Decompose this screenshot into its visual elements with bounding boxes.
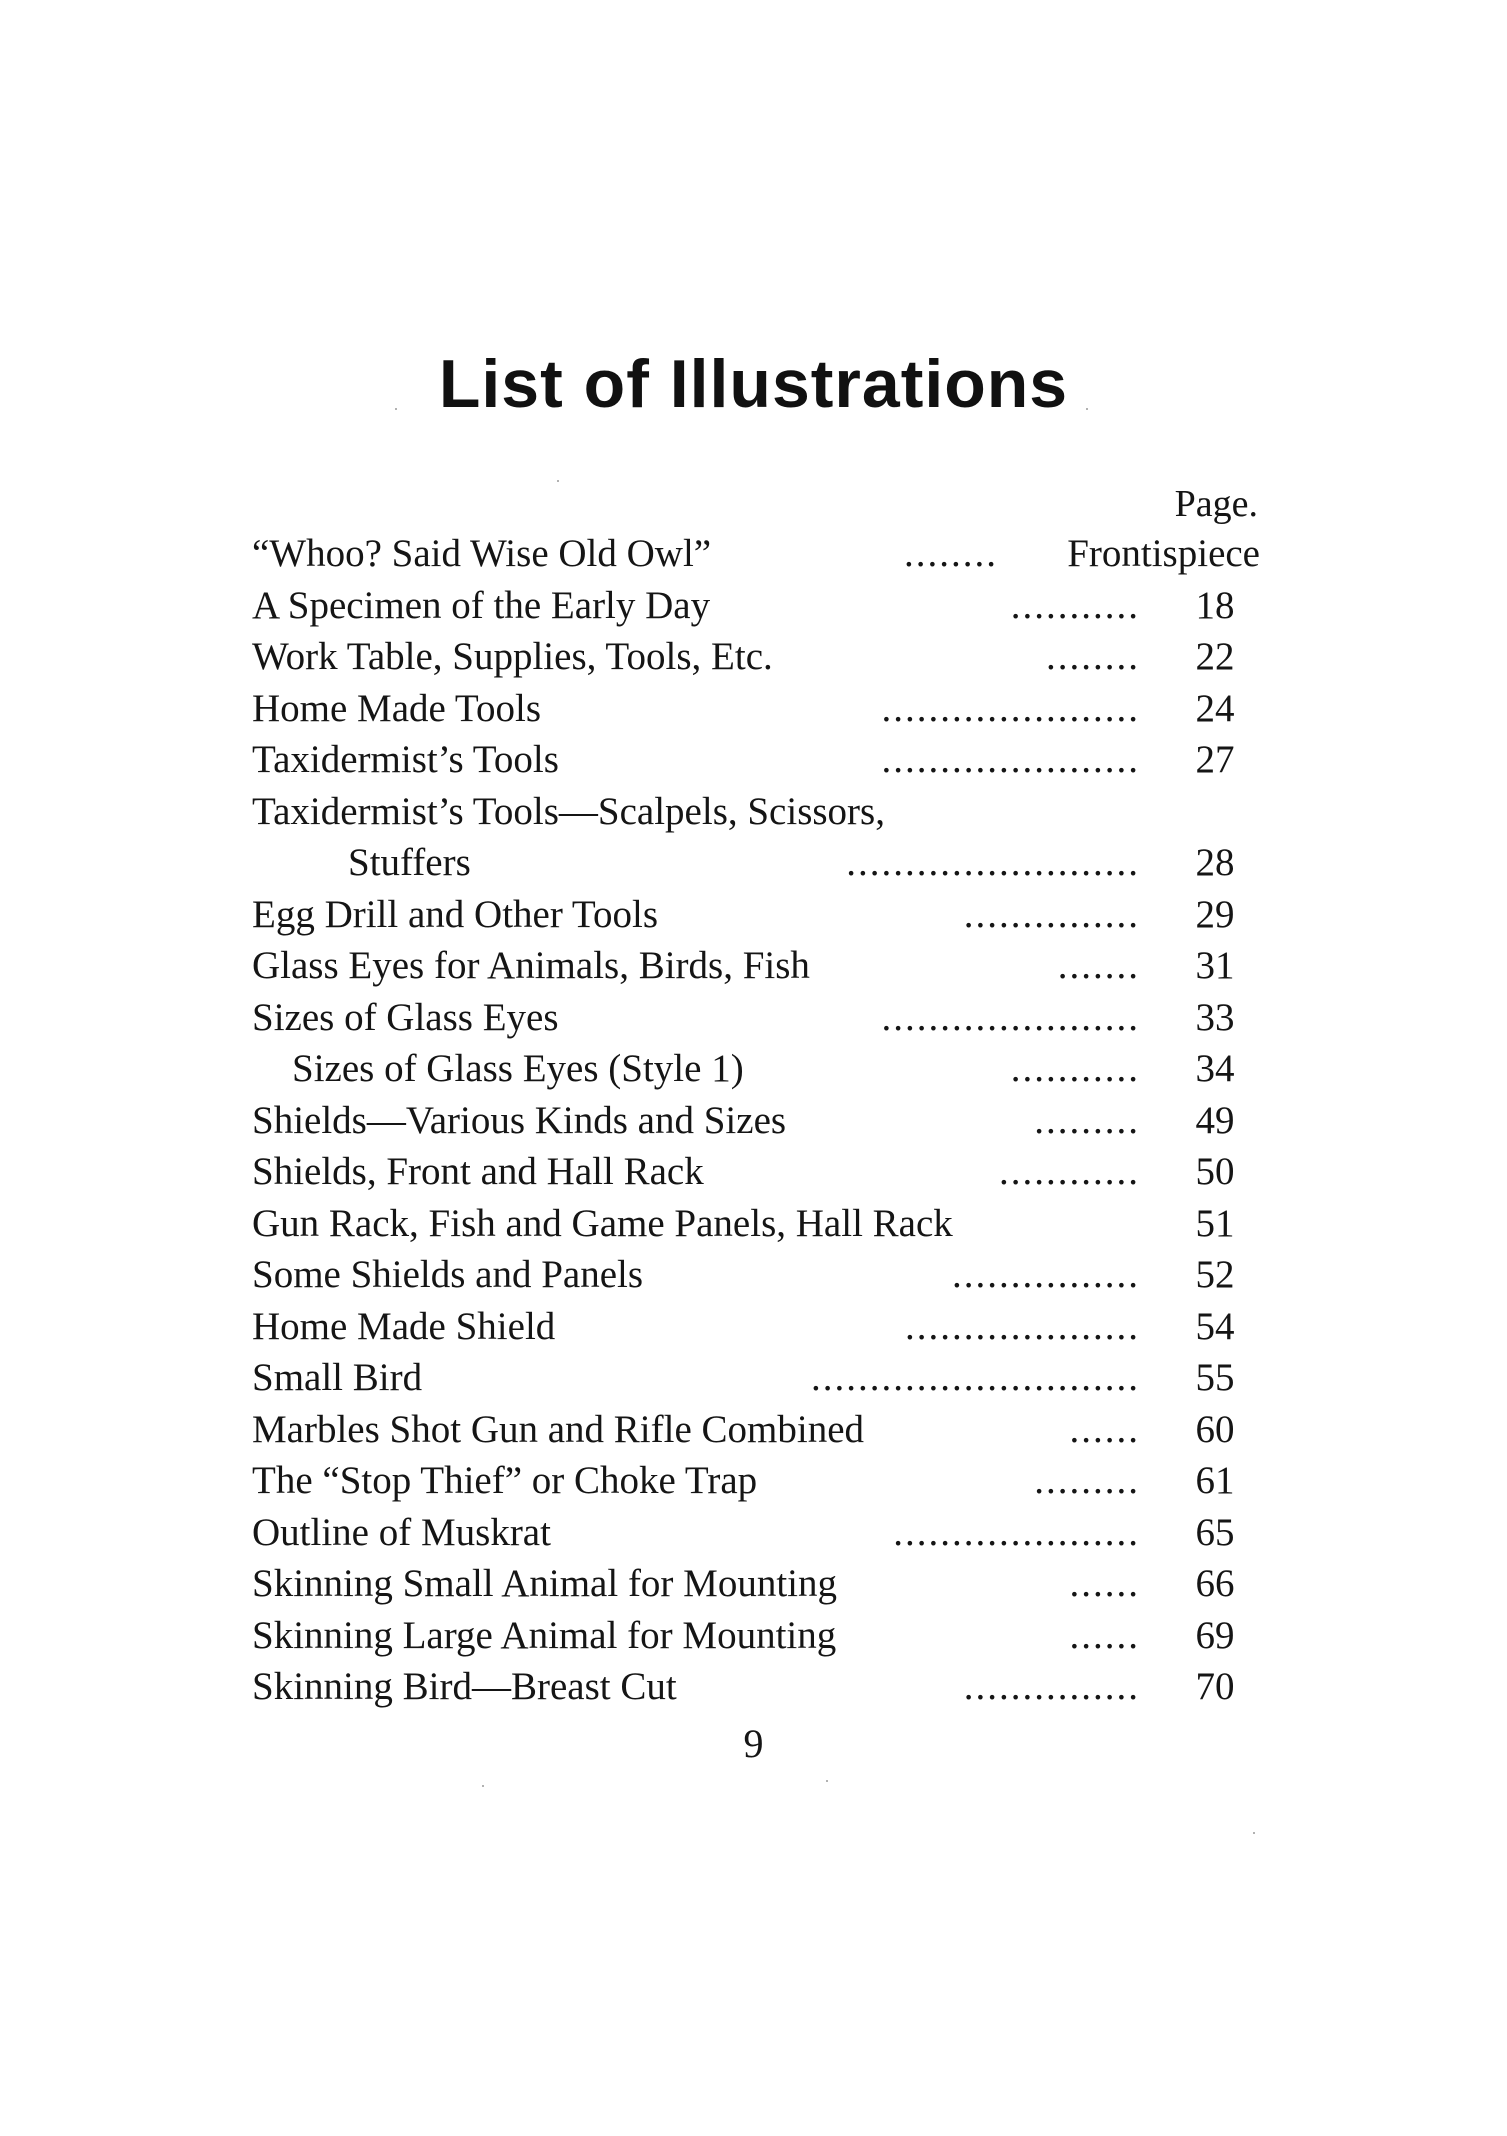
list-item [252,1301,1260,1353]
leader-dots: ............... [964,889,1140,941]
leader-dots: ...................... [882,734,1141,786]
entry-label: Marbles Shot Gun and Rifle Combined [252,1407,865,1451]
entry-page: 61 [1195,1459,1235,1502]
page-number: 9 [743,1721,764,1766]
list-item [252,837,1260,889]
entry-page: 55 [1195,1356,1235,1399]
illustrations-list [252,528,1260,1713]
entry-label: Sizes of Glass Eyes [252,995,559,1039]
entry-label: Home Made Tools [252,686,542,730]
list-item [252,1095,1260,1147]
scan-speck [1086,408,1088,410]
entry-page: 34 [1195,1047,1235,1090]
leader-dots: ...... [1070,1610,1141,1662]
entry-page: 27 [1195,738,1235,781]
scan-speck [826,1780,828,1782]
leader-dots: ......... [1034,1455,1140,1507]
entry-label: Egg Drill and Other Tools [252,892,658,936]
entry-page: 24 [1195,686,1235,730]
leader-dots: ............... [964,1661,1140,1713]
leader-dots: ............ [999,1146,1140,1198]
list-item [252,580,1260,632]
entry-label: Work Table, Supplies, Tools, Etc. [252,635,773,678]
entry-page: 69 [1195,1613,1235,1657]
entry-label: Skinning Bird—Breast Cut [252,1665,677,1708]
entry-label: Gun Rack, Fish and Game Panels, Hall Rack [252,1201,953,1245]
page-column-heading: Page. [1174,483,1258,525]
leader-dots: ........... [1011,580,1140,632]
entry-label: Sizes of Glass Eyes (Style 1) [292,1047,744,1090]
leader-dots: ...................... [882,683,1141,735]
entry-label: Home Made Shield [252,1304,556,1348]
leader-dots: ................ [952,1249,1140,1301]
entry-page: 22 [1195,635,1235,678]
entry-page: 33 [1195,995,1235,1039]
entry-page: 29 [1195,892,1235,936]
entry-label: Outline of Muskrat [252,1510,551,1554]
entry-label: Small Bird [252,1356,423,1399]
list-item [252,889,1260,941]
entry-label: Shields, Front and Hall Rack [252,1150,704,1193]
entry-label: Taxidermist’s Tools [252,738,559,781]
entry-label: Skinning Large Animal for Mounting [252,1613,837,1657]
list-item [252,1661,1260,1713]
leader-dots: ............................ [811,1352,1140,1404]
entry-label: A Specimen of the Early Day [252,583,711,627]
list-item [252,1043,1260,1095]
scan-speck [1253,1832,1255,1834]
entry-page: 51 [1195,1201,1235,1245]
list-item [252,786,1260,838]
entry-page: 28 [1195,841,1235,884]
entry-label: Glass Eyes for Animals, Birds, Fish [252,944,810,987]
list-item [252,1146,1260,1198]
leader-dots: ......... [1034,1095,1140,1147]
list-item [252,1507,1260,1559]
leader-dots: ...... [1070,1404,1141,1456]
leader-dots: .................... [905,1301,1140,1353]
entry-page: 18 [1195,583,1235,627]
leader-dots: ........ [904,528,998,580]
list-item [252,1455,1260,1507]
list-item [252,734,1260,786]
list-item [252,1249,1260,1301]
scan-speck [557,480,559,482]
list-item [252,1558,1260,1610]
leader-dots: ...................... [882,992,1141,1044]
entry-page: 66 [1195,1562,1235,1605]
leader-dots: ....... [1058,940,1140,992]
list-item [252,528,1260,580]
leader-dots: ......................... [846,837,1140,889]
entry-page: 50 [1195,1150,1235,1193]
list-item [252,1610,1260,1662]
entry-label: The “Stop Thief” or Choke Trap [252,1459,758,1502]
leader-dots: ........ [1046,631,1140,683]
entry-label: Skinning Small Animal for Mounting [252,1562,838,1605]
list-item [252,992,1260,1044]
leader-dots: ..................... [893,1507,1140,1559]
list-item [252,1198,1260,1250]
entry-page: 54 [1195,1304,1235,1348]
leader-dots: ...... [1070,1558,1141,1610]
entry-page: 52 [1195,1253,1235,1296]
entry-label: Shields—Various Kinds and Sizes [252,1098,787,1142]
entry-label: Taxidermist’s Tools—Scalpels, Scissors, [252,789,885,833]
entry-page: 49 [1195,1098,1235,1142]
entry-page: 31 [1195,944,1235,987]
list-item [252,1352,1260,1404]
list-item [252,940,1260,992]
leader-dots: ........... [1011,1043,1140,1095]
entry-page: 65 [1195,1510,1235,1554]
list-item [252,631,1260,683]
entry-label: Stuffers [348,841,471,884]
entry-page: Frontispiece [1067,532,1260,575]
page-title: List of Illustrations [438,346,1069,422]
scan-speck [395,408,397,410]
entry-page: 60 [1195,1407,1235,1451]
list-item [252,1404,1260,1456]
list-item [252,683,1260,735]
entry-label: Some Shields and Panels [252,1253,644,1296]
entry-page: 70 [1195,1665,1235,1708]
entry-label: “Whoo? Said Wise Old Owl” [252,532,712,575]
scan-speck [482,1785,484,1787]
